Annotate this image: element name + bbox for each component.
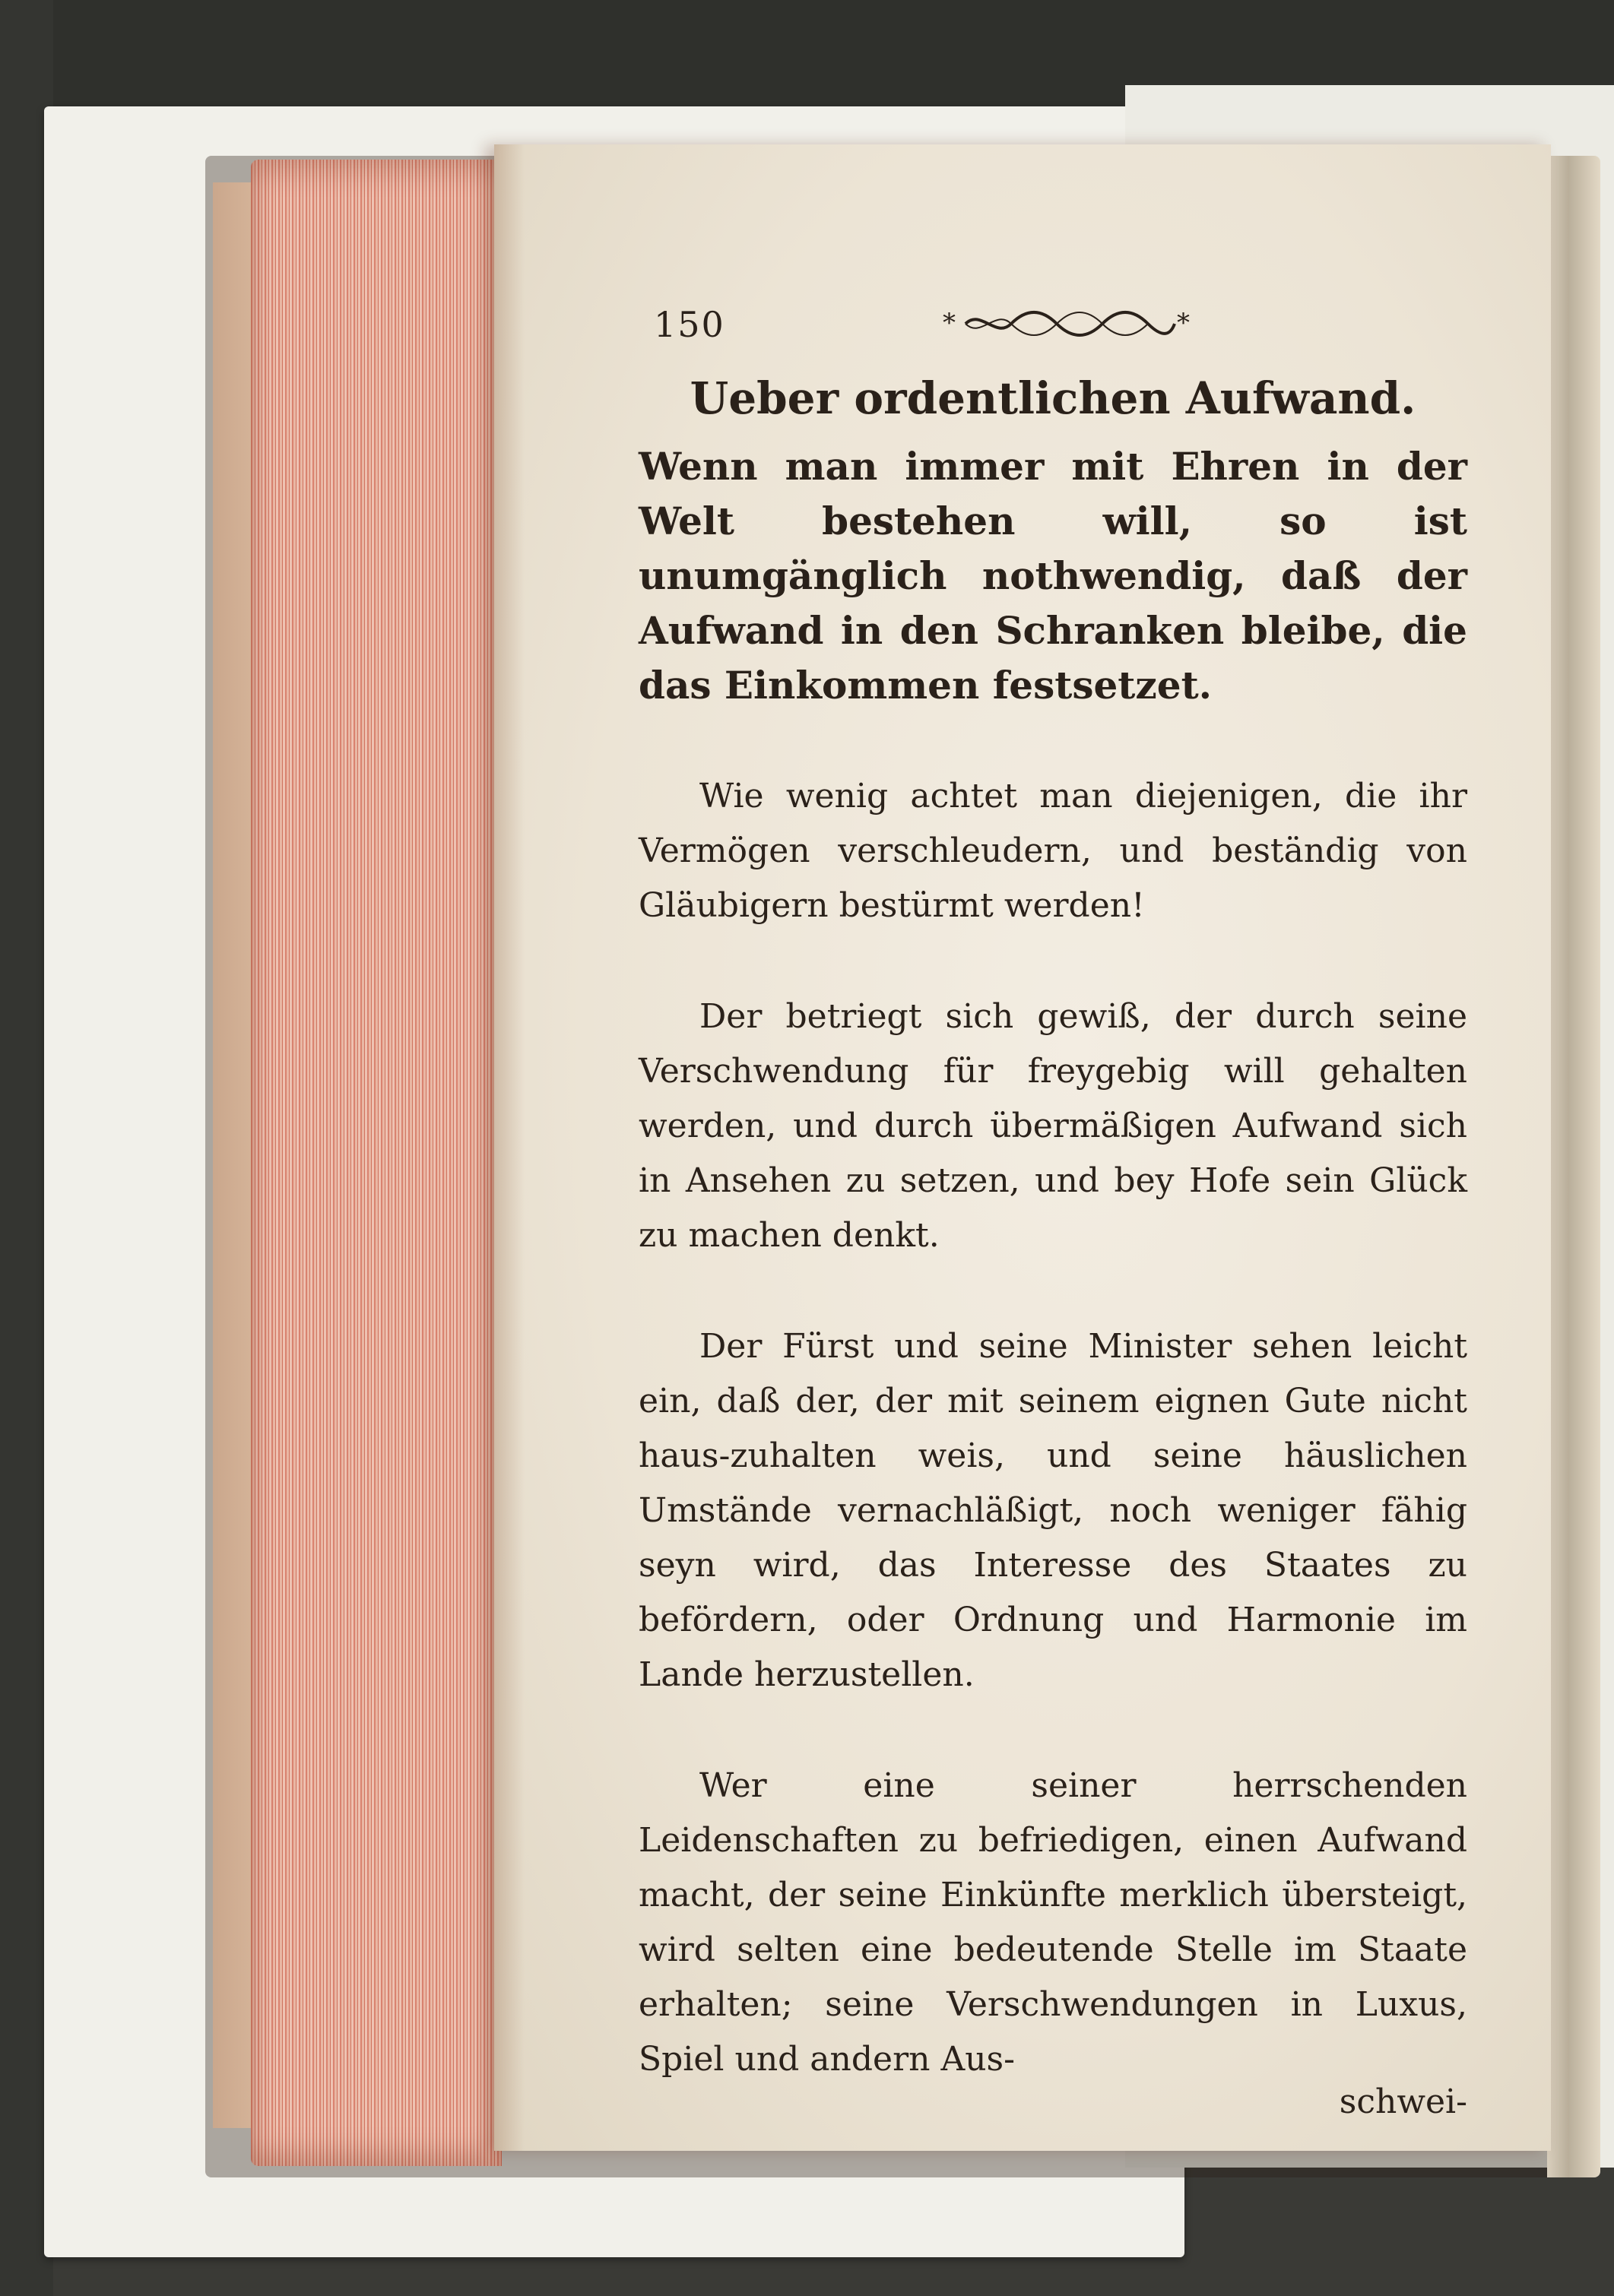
header-ornament [943, 304, 1194, 342]
svg-text:*: * [1177, 308, 1190, 338]
svg-text:*: * [943, 308, 956, 338]
facing-page-edge [1547, 156, 1600, 2177]
section-heading: Ueber ordentlichen Aufwand. [690, 372, 1416, 424]
book-page [494, 144, 1551, 2151]
paragraph-3: Der betriegt sich gewiß, der durch seine Verschwendung für freygebig will gehalten werden, und durch übermäßigen Aufwand sich in Ansehen zu setzen, und bey Hofe sein Glück zu machen denkt. [639, 996, 1467, 1255]
gutter-shadow [494, 144, 525, 2151]
paragraph-4: Der Fürst und seine Minister sehen leicht ein, daß der, der mit seinem eignen Gute nicht haus-zuhalten weis, und seine häuslichen Umstände vernachläßigt, noch weniger fähig seyn wird, das Interesse des Staates zu befördern, oder Ordnung und Harmonie im Lande herzustellen. [639, 1326, 1467, 1694]
paragraph-5: Wer eine seiner herrschenden Leidenschaften zu befriedigen, einen Aufwand macht, der seine Einkünfte merklich übersteigt, wird selten eine bedeutende Stelle im Staate erhalten; seine Verschwendungen in Luxus, Spiel und andern Aus- [639, 1766, 1467, 2079]
red-page-edges [251, 160, 502, 2166]
paragraph-2: Wie wenig achtet man diejenigen, die ihr Vermögen verschleudern, und beständig von Gläubigern bestürmt werden! [639, 776, 1467, 925]
page-number: 150 [654, 304, 725, 345]
catchword: schwei- [1339, 2082, 1467, 2121]
page-text [639, 372, 1467, 2087]
paragraph-1: Wenn man immer mit Ehren in der Welt bestehen will, so ist unumgänglich nothwendig, daß der Aufwand in den Schranken bleibe, die das Einkommen festsetzet. [639, 443, 1467, 708]
